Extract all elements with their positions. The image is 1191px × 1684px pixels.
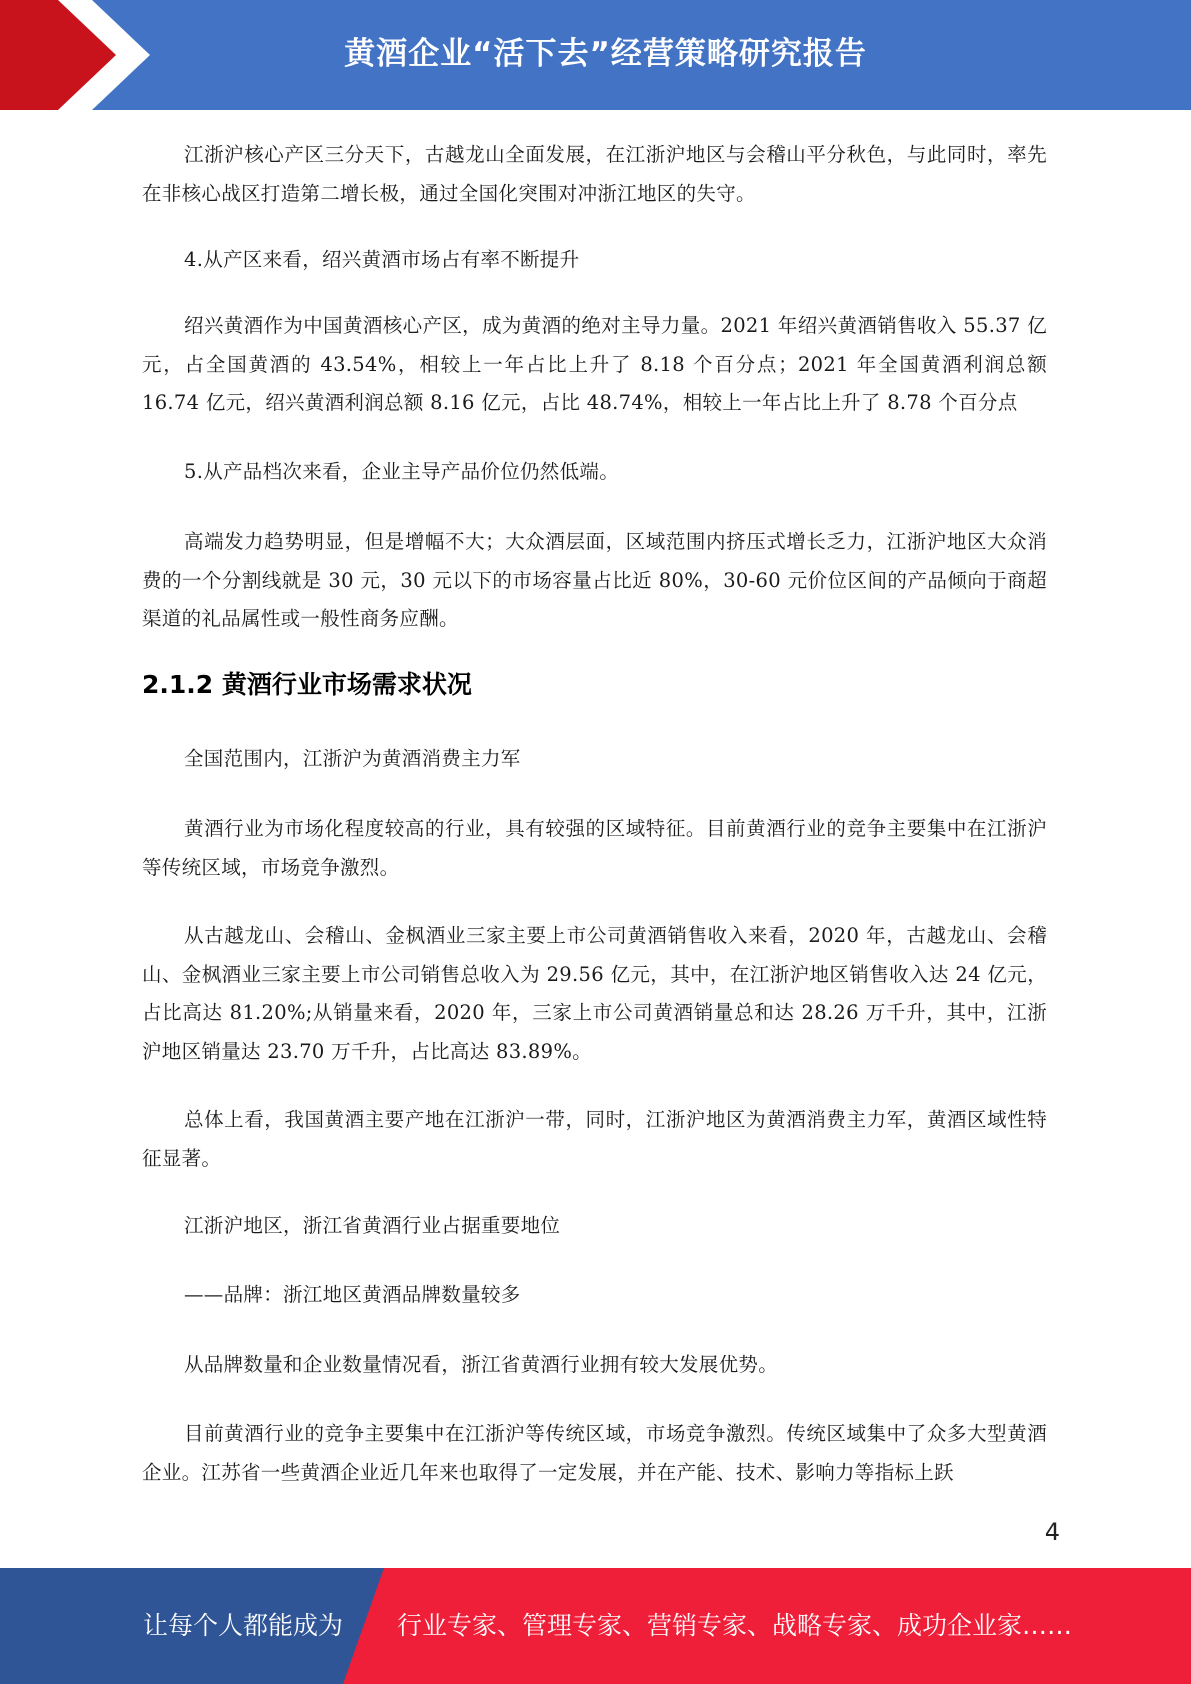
paragraph: 绍兴黄酒作为中国黄酒核心产区，成为黄酒的绝对主导力量。2021 年绍兴黄酒销售收入 55.37 亿元，占全国黄酒的 43.54%，相较上一年占比上升了 8.18 个百分点；2021 年全国黄酒利润总额 16.74 亿元，绍兴黄酒利润总额 8.16 亿元，占比 48.74%，相较上一年占比上升了 8.78 个百分点 — [142, 314, 1047, 414]
section-heading: 2.1.2 黄酒行业市场需求状况 — [142, 670, 472, 699]
footer-slogan-right: 行业专家、管理专家、营销专家、战略专家、成功企业家…… — [397, 1611, 1073, 1640]
report-title: 黄酒企业“活下去”经营策略研究报告 — [344, 35, 867, 72]
numbered-point: 4.从产区来看，绍兴黄酒市场占有率不断提升 — [184, 248, 580, 271]
footer-banner — [0, 1568, 1191, 1684]
subheading-paragraph: 江浙沪地区，浙江省黄酒行业占据重要地位 — [184, 1214, 561, 1237]
page-number: 4 — [1044, 1518, 1060, 1546]
footer-slogan-left: 让每个人都能成为 — [143, 1611, 344, 1640]
subheading-paragraph: 全国范围内，江浙沪为黄酒消费主力军 — [184, 747, 521, 770]
subheading-paragraph: ——品牌：浙江地区黄酒品牌数量较多 — [184, 1283, 521, 1306]
paragraph: 黄酒行业为市场化程度较高的行业，具有较强的区域特征。目前黄酒行业的竞争主要集中在江浙沪等传统区域，市场竞争激烈。 — [142, 817, 1047, 879]
paragraph: 高端发力趋势明显，但是增幅不大；大众酒层面，区域范围内挤压式增长乏力，江浙沪地区大众消费的一个分割线就是 30 元，30 元以下的市场容量占比近 80%，30-60 元价位区间的产品倾向于商超渠道的礼品属性或一般性商务应酬。 — [142, 530, 1047, 630]
paragraph: 从品牌数量和企业数量情况看，浙江省黄酒行业拥有较大发展优势。 — [184, 1353, 779, 1376]
paragraph: 总体上看，我国黄酒主要产地在江浙沪一带，同时，江浙沪地区为黄酒消费主力军，黄酒区域性特征显著。 — [142, 1108, 1047, 1170]
header-banner — [0, 0, 1191, 110]
paragraph: 从古越龙山、会稽山、金枫酒业三家主要上市公司黄酒销售收入来看，2020 年，古越龙山、会稽山、金枫酒业三家主要上市公司销售总收入为 29.56 亿元，其中，在江浙沪地区销售收入达 24 亿元，占比高达 81.20%;从销量来看，2020 年，三家上市公司黄酒销量总和达 28.26 万千升，其中，江浙沪地区销量达 23.70 万千升，占比高达 83.89%。 — [142, 924, 1047, 1063]
paragraph: 目前黄酒行业的竞争主要集中在江浙沪等传统区域，市场竞争激烈。传统区域集中了众多大型黄酒企业。江苏省一些黄酒企业近几年来也取得了一定发展，并在产能、技术、影响力等指标上跃 — [142, 1422, 1047, 1484]
paragraph: 江浙沪核心产区三分天下，古越龙山全面发展，在江浙沪地区与会稽山平分秋色，与此同时，率先在非核心战区打造第二增长极，通过全国化突围对冲浙江地区的失守。 — [142, 143, 1047, 205]
numbered-point: 5.从产品档次来看，企业主导产品价位仍然低端。 — [184, 460, 620, 483]
